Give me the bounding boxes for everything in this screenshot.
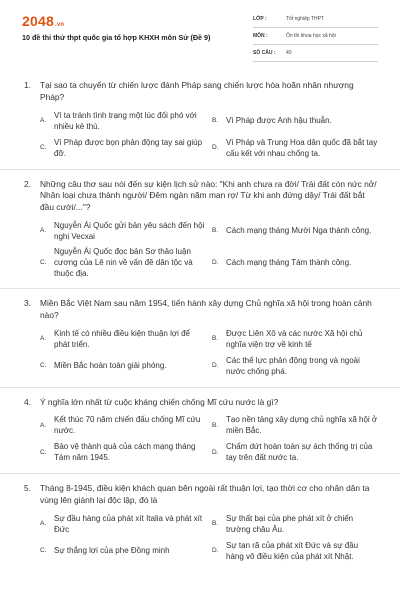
option-d[interactable]	[212, 539, 378, 563]
option-a[interactable]	[40, 219, 206, 243]
question-2	[0, 179, 400, 282]
question-5	[0, 483, 400, 566]
option-text: Sự đầu hàng của phát xít Italia và phát xít Đức	[54, 513, 203, 534]
meta-row-count	[253, 45, 378, 62]
exam-meta	[253, 11, 378, 62]
question-text: Những câu thơ sau nói đến sự kiện lịch sử nào: "Khi anh chưa ra đời/ Trái đất còn nức nở/ Nhân loại chưa thành người/ Đêm ngàn năm man rợ/ Từ khi anh đứng dậy/ Trái đất bắt đầu cười/..."?	[40, 178, 377, 213]
option-b[interactable]	[212, 413, 378, 437]
option-letter: B.	[212, 520, 219, 528]
option-text: Cách mạng tháng Mười Nga thành công.	[226, 226, 372, 236]
option-text: Chấm dứt hoàn toàn sự ách thống trị của tay trên đất nước ta.	[226, 442, 373, 463]
option-d[interactable]	[212, 136, 378, 160]
option-letter: D.	[212, 448, 219, 456]
site-logo[interactable]	[22, 13, 64, 29]
meta-row-class	[253, 11, 378, 28]
question-text: Tháng 8-1945, điều kiện khách quan bên ngoài rất thuận lợi, tạo thời cơ cho nhân dân ta vùng lên giành lại độc lập, đó là	[40, 483, 370, 506]
option-text: Miền Bắc hoàn toàn giải phóng.	[54, 361, 167, 371]
option-b[interactable]	[212, 109, 378, 133]
option-letter: C.	[40, 448, 47, 456]
exam-title: 10 đề thi thử thpt quốc gia tổ hợp KHXH môn Sử (Đề 9)	[22, 33, 211, 42]
option-b[interactable]	[212, 327, 378, 351]
question-4	[0, 397, 400, 468]
question-number: 1.	[24, 80, 31, 90]
divider	[0, 387, 400, 388]
option-letter: B.	[212, 117, 219, 125]
option-b[interactable]	[212, 219, 378, 243]
option-letter: D.	[212, 258, 219, 266]
page-header	[0, 0, 400, 62]
option-letter: C.	[40, 547, 47, 555]
option-text: Được Liên Xô và các nước Xã hội chủ nghĩa viện trợ về kinh tế	[226, 328, 363, 349]
meta-value-count: 40	[286, 50, 292, 56]
question-1	[0, 80, 400, 163]
option-letter: D.	[212, 144, 219, 152]
option-text: Bảo vệ thành quả của cách mạng tháng Tám năm 1945.	[54, 442, 196, 463]
question-number: 2.	[24, 178, 31, 189]
option-text: Vì Pháp và Trung Hoa dân quốc đã bắt tay cấu kết với nhau chống ta.	[226, 137, 378, 158]
meta-row-subject	[253, 28, 378, 45]
option-b[interactable]	[212, 512, 378, 536]
answer-options	[40, 512, 378, 566]
question-text: Ý nghĩa lớn nhất từ cuộc kháng chiến chống Mĩ cứu nước là gì?	[40, 396, 279, 407]
option-a[interactable]	[40, 413, 206, 437]
option-c[interactable]	[40, 246, 206, 279]
option-text: Sự thất bại của phe phát xít ở chiến trường châu Âu.	[226, 513, 354, 534]
option-letter: A.	[40, 117, 47, 125]
answer-options	[40, 109, 378, 163]
answer-options	[40, 413, 378, 467]
question-number: 5.	[24, 483, 31, 494]
option-d[interactable]	[212, 246, 378, 279]
option-c[interactable]	[40, 136, 206, 160]
option-text: Vì Pháp được Anh hậu thuẫn.	[226, 116, 332, 126]
divider	[0, 288, 400, 289]
option-d[interactable]	[212, 440, 378, 464]
option-a[interactable]	[40, 512, 206, 536]
option-letter: C.	[40, 258, 47, 266]
question-number: 3.	[24, 297, 31, 308]
option-letter: B.	[212, 227, 219, 235]
option-letter: B.	[212, 421, 219, 429]
meta-label-count: SỐ CÂU :	[253, 50, 276, 56]
option-text: Các thế lực phản động trong và ngoài nước chống phá.	[226, 355, 360, 376]
meta-label-subject: MÔN :	[253, 33, 268, 39]
question-text: Tại sao ta chuyển từ chiến lược đánh Pháp sang chiến lược hòa hoãn nhân nhượng Pháp?	[40, 80, 354, 102]
option-d[interactable]	[212, 354, 378, 378]
option-text: Nguyễn Ái Quốc đọc bản Sơ thảo luận cương của Lê nin về vấn đề dân tộc và thuộc địa.	[54, 246, 193, 278]
option-text: Sự thắng lợi của phe Đồng minh	[54, 546, 170, 556]
option-text: Kết thúc 70 năm chiến đấu chống Mĩ cứu nước.	[54, 415, 201, 436]
logo-suffix: .vn	[54, 22, 65, 28]
question-list	[0, 80, 400, 566]
option-letter: A.	[40, 335, 47, 343]
meta-label-class: LỚP :	[253, 16, 267, 22]
option-letter: D.	[212, 547, 219, 555]
meta-value-class: Tốt nghiệp THPT	[286, 16, 324, 22]
option-text: Vì ta tránh tình trạng một lúc đối phó với nhiều kẻ thù.	[54, 110, 197, 131]
question-3	[0, 298, 400, 381]
option-text: Tạo nền tảng xây dựng chủ nghĩa xã hội ở miền Bắc.	[226, 415, 378, 436]
option-c[interactable]	[40, 539, 206, 563]
option-c[interactable]	[40, 354, 206, 378]
option-text: Cách mạng tháng Tám thành công.	[226, 257, 352, 267]
option-letter: B.	[212, 335, 219, 343]
option-a[interactable]	[40, 109, 206, 133]
meta-value-subject: Ôn thi khoa học xã hội	[286, 33, 336, 39]
option-letter: A.	[40, 227, 47, 235]
option-letter: A.	[40, 520, 47, 528]
option-letter: A.	[40, 421, 47, 429]
answer-options	[40, 219, 378, 282]
option-text: Sự tan rã của phát xít Đức và sự đầu hàng vô điều kiện của phát xít Nhật.	[226, 540, 359, 561]
option-letter: C.	[40, 144, 47, 152]
question-number: 4.	[24, 396, 31, 407]
answer-options	[40, 327, 378, 381]
option-text: Kinh tế có nhiều điều kiện thuận lợi để phát triển.	[54, 328, 191, 349]
logo-text: 2048	[22, 13, 54, 29]
divider	[0, 169, 400, 170]
question-text: Miền Bắc Việt Nam sau năm 1954, tiến hành xây dựng Chủ nghĩa xã hội trong hoàn cảnh nào?	[40, 297, 372, 320]
option-c[interactable]	[40, 440, 206, 464]
option-text: Vì Pháp được bọn phản động tay sai giúp đỡ.	[54, 137, 203, 158]
divider	[0, 473, 400, 474]
option-a[interactable]	[40, 327, 206, 351]
option-letter: C.	[40, 362, 47, 370]
option-letter: D.	[212, 362, 219, 370]
option-text: Nguyễn Ái Quốc gửi bản yêu sách đến hội nghị Vecxai	[54, 220, 205, 241]
